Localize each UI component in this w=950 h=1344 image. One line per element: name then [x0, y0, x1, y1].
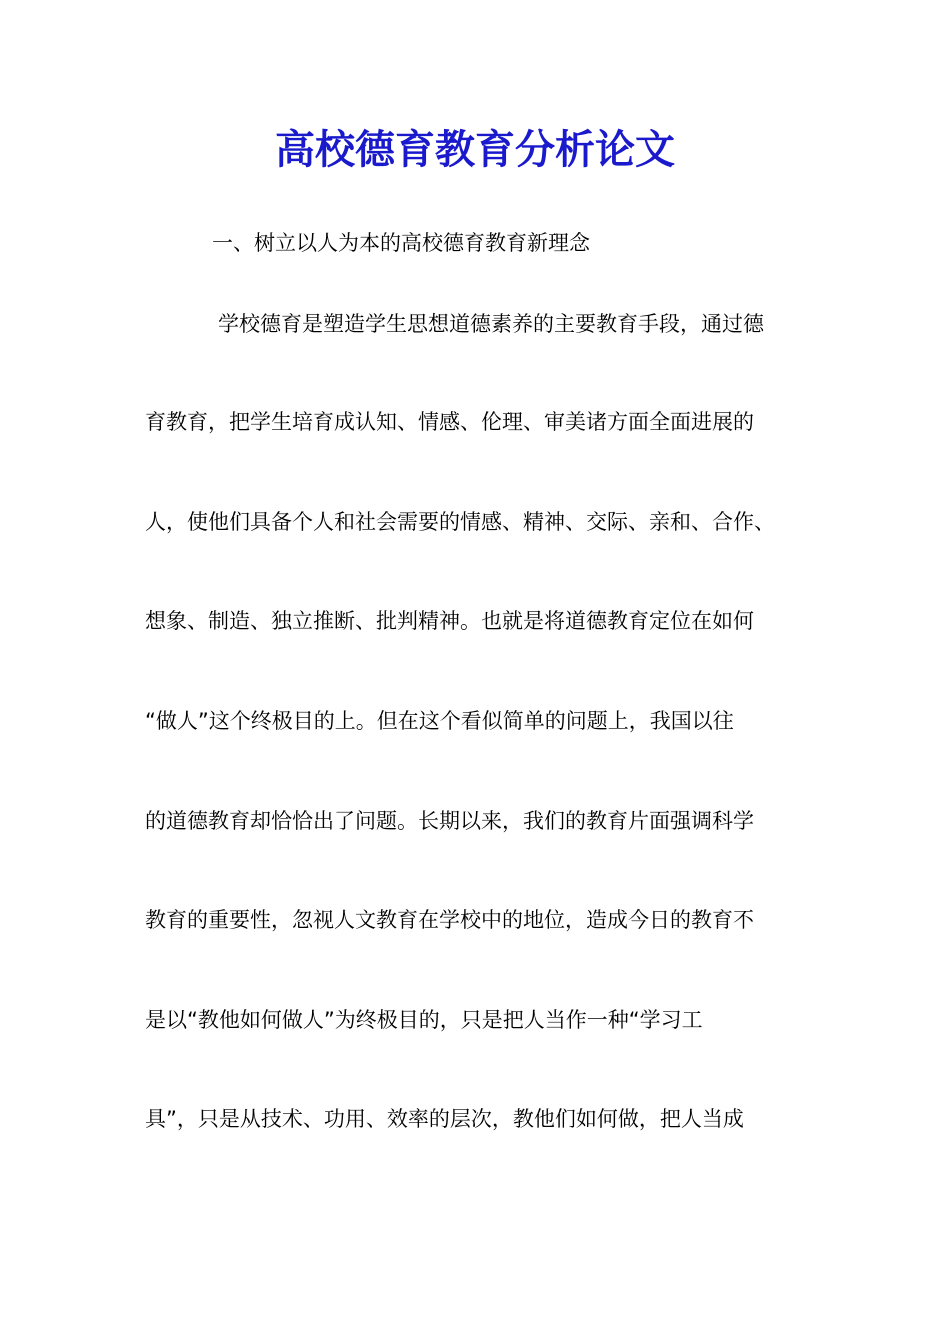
- body-line: 的道德教育却恰恰出了问题。长期以来，我们的教育片面强调科学: [145, 809, 754, 833]
- section-heading: 一、树立以人为本的高校德育教育新理念: [212, 231, 590, 255]
- body-line: 育教育，把学生培育成认知、情感、伦理、审美诸方面全面进展的: [145, 410, 754, 434]
- body-line: 是以“教他如何做人”为终极目的，只是把人当作一种“学习工: [145, 1008, 703, 1032]
- body-line: “做人”这个终极目的上。但在这个看似简单的问题上，我国以往: [145, 709, 734, 733]
- body-line: 人，使他们具备个人和社会需要的情感、精神、交际、亲和、合作、: [145, 510, 775, 534]
- body-line: 想象、制造、独立推断、批判精神。也就是将道德教育定位在如何: [145, 609, 754, 633]
- body-line: 教育的重要性，忽视人文教育在学校中的地位，造成今日的教育不: [145, 908, 754, 932]
- body-line: 学校德育是塑造学生思想道德素养的主要教育手段，通过德: [218, 312, 764, 336]
- body-line: 具”，只是从技术、功用、效率的层次，教他们如何做，把人当成: [145, 1107, 744, 1131]
- document-title: 高校德育教育分析论文: [275, 126, 675, 173]
